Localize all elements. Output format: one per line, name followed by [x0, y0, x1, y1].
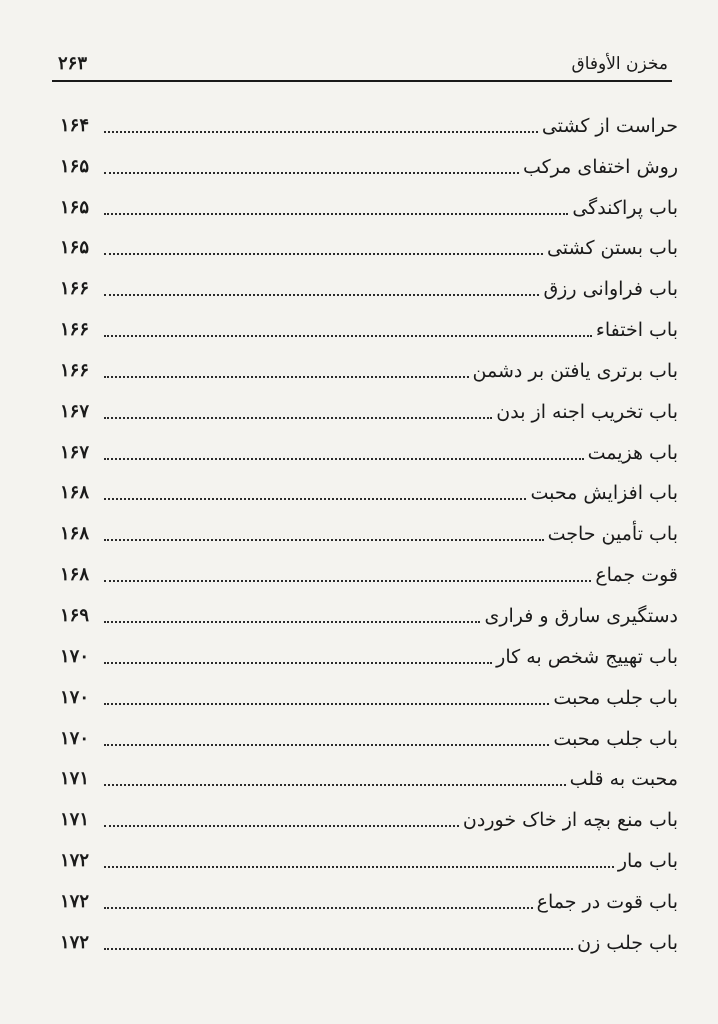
toc-entry-page: ۱۷۰: [60, 686, 90, 708]
dot-leader: [104, 662, 492, 664]
toc-entry: [60, 839, 678, 880]
dot-leader: [104, 744, 549, 746]
dot-leader: [104, 703, 549, 705]
dot-leader: [104, 376, 469, 378]
toc-entry: [60, 512, 678, 553]
toc-entry: [60, 880, 678, 921]
toc-entry-page: ۱۷۱: [60, 768, 90, 790]
toc-entry-page: ۱۶۸: [60, 564, 90, 586]
toc-entry-title: باب اختفاء: [595, 319, 678, 342]
toc-entry-title: باب هزیمت: [587, 441, 678, 464]
dot-leader: [104, 784, 566, 786]
toc-entry-title: باب قوت در جماع: [536, 890, 678, 913]
toc-entry-page: ۱۶۶: [60, 359, 90, 381]
toc-entry: [60, 431, 678, 472]
toc-entry: [60, 308, 678, 349]
toc-entry: [60, 676, 678, 717]
toc-entry-title: باب تخریب اجنه از بدن: [496, 400, 678, 423]
toc-entry-page: ۱۷۰: [60, 727, 90, 749]
toc-entry-page: ۱۷۲: [60, 850, 90, 872]
dot-leader: [104, 539, 544, 541]
toc-entry-page: ۱۷۰: [60, 645, 90, 667]
toc-entry-title: دستگیری سارق و فراری: [484, 604, 678, 627]
toc-entry-title: باب جلب محبت: [553, 727, 678, 750]
toc-entry-title: روش اختفای مرکب: [522, 155, 678, 178]
dot-leader: [104, 498, 526, 500]
toc-entry-title: باب تأمین حاجت: [547, 523, 678, 546]
toc-entry-page: ۱۷۲: [60, 931, 90, 953]
toc-entry: [60, 390, 678, 431]
toc-entry-page: ۱۶۶: [60, 319, 90, 341]
toc-entry-page: ۱۶۷: [60, 441, 90, 463]
toc-entry-page: ۱۶۸: [60, 523, 90, 545]
dot-leader: [104, 335, 592, 337]
toc-entry-title: باب فراوانی رزق: [543, 278, 678, 301]
toc-entry: [60, 921, 678, 962]
dot-leader: [104, 580, 591, 582]
toc-entry-title: حراست از کشتی: [541, 114, 678, 137]
toc-entry: [60, 104, 678, 145]
toc-entry: [60, 798, 678, 839]
dot-leader: [104, 907, 533, 909]
toc-entry: [60, 267, 678, 308]
toc-entry-title: باب مار: [617, 850, 678, 873]
dot-leader: [104, 948, 573, 950]
toc-entry: [60, 186, 678, 227]
toc-entry: [60, 145, 678, 186]
toc-entry: [60, 553, 678, 594]
toc-entry-title: باب پراکندگی: [572, 196, 678, 219]
dot-leader: [104, 172, 519, 174]
page-header: [58, 52, 668, 78]
dot-leader: [104, 866, 614, 868]
toc-entry-title: باب جلب زن: [577, 931, 678, 954]
toc-entry-title: باب بستن کشتی: [546, 237, 678, 260]
dot-leader: [104, 213, 568, 215]
toc-entry: [60, 594, 678, 635]
toc-entry: [60, 472, 678, 513]
dot-leader: [104, 458, 584, 460]
table-of-contents: [60, 104, 678, 962]
dot-leader: [104, 294, 539, 296]
toc-entry-title: باب برتری یافتن بر دشمن: [472, 359, 678, 382]
toc-entry: [60, 717, 678, 758]
header-divider: [52, 80, 672, 82]
toc-entry-page: ۱۶۷: [60, 400, 90, 422]
toc-entry-page: ۱۶۵: [60, 155, 90, 177]
toc-entry-page: ۱۶۵: [60, 237, 90, 259]
toc-entry-title: باب تهییج شخص به کار: [496, 645, 678, 668]
toc-entry: [60, 349, 678, 390]
dot-leader: [104, 131, 538, 133]
toc-entry-page: ۱۶۸: [60, 482, 90, 504]
toc-entry-title: قوت جماع: [595, 564, 678, 587]
toc-entry: [60, 758, 678, 799]
page-number: ۲۶۳: [58, 53, 88, 74]
dot-leader: [104, 253, 543, 255]
toc-entry-page: ۱۶۴: [60, 114, 90, 136]
toc-entry: [60, 635, 678, 676]
toc-entry-page: ۱۷۱: [60, 809, 90, 831]
toc-entry-title: باب منع بچه از خاک خوردن: [462, 809, 678, 832]
toc-entry-title: محبت به قلب: [569, 768, 678, 791]
toc-entry: [60, 227, 678, 268]
toc-entry-title: باب جلب محبت: [553, 686, 678, 709]
book-title: مخزن الأوفاق: [571, 54, 668, 74]
toc-entry-page: ۱۷۲: [60, 890, 90, 912]
toc-entry-page: ۱۶۵: [60, 196, 90, 218]
toc-entry-title: باب افزایش محبت: [530, 482, 678, 505]
dot-leader: [104, 621, 480, 623]
toc-entry-page: ۱۶۶: [60, 278, 90, 300]
toc-entry-page: ۱۶۹: [60, 604, 90, 626]
dot-leader: [104, 825, 459, 827]
dot-leader: [104, 417, 492, 419]
